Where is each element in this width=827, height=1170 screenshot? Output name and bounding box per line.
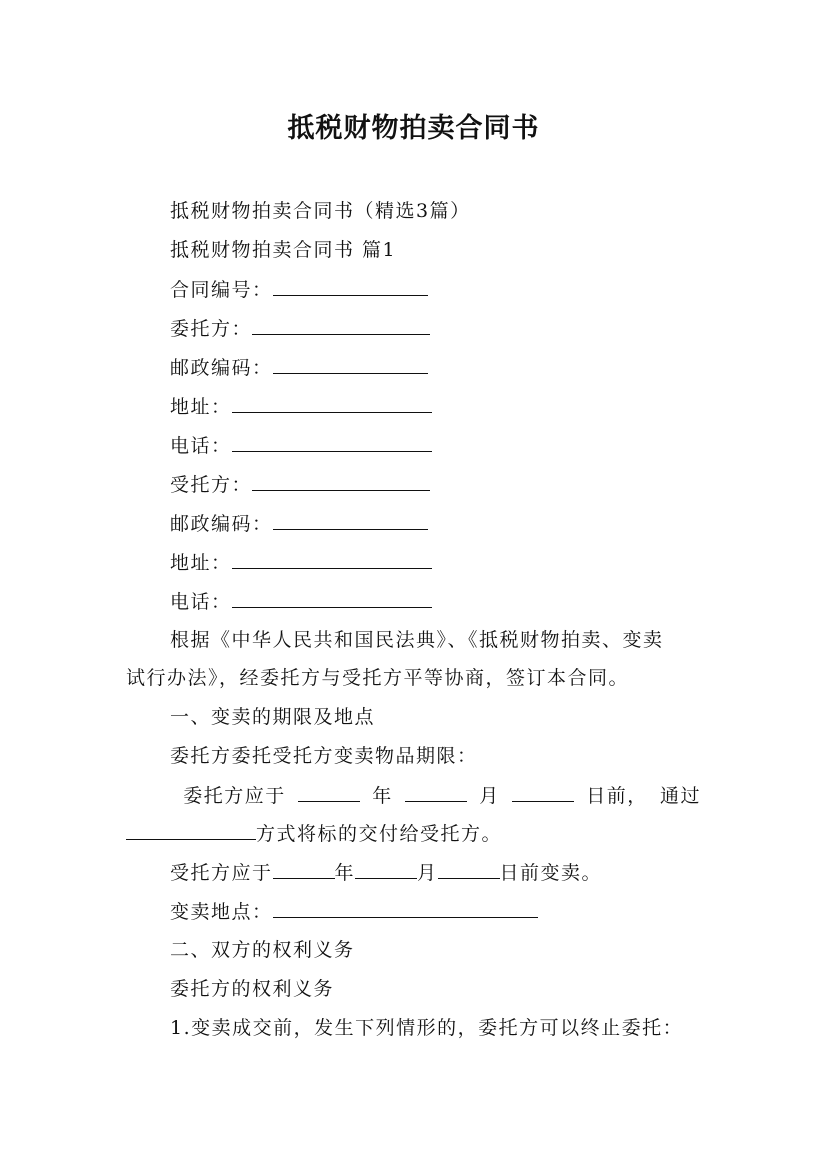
blank-line <box>232 394 432 413</box>
blank-line <box>512 783 574 802</box>
field-label: 合同编号： <box>170 279 273 301</box>
blank-line <box>273 899 538 918</box>
basis-paragraph-line-1: 根据《中华人民共和国民法典》、《抵税财物拍卖、变卖 <box>170 629 664 651</box>
field-label: 地址： <box>170 396 232 418</box>
month-label: 月 <box>479 785 500 807</box>
blank-line <box>273 511 428 530</box>
clause-text: 日前变卖。 <box>499 862 603 884</box>
field-label: 地址： <box>170 552 232 574</box>
part-heading: 抵税财物拍卖合同书 篇1 <box>170 239 397 261</box>
location-field <box>170 899 538 924</box>
month-label: 月 <box>417 862 438 884</box>
address-field-2 <box>170 550 432 575</box>
blank-line <box>273 277 428 296</box>
basis-paragraph-line-2: 试行办法》，经委托方与受托方平等协商，签订本合同。 <box>126 667 630 689</box>
blank-line <box>298 783 360 802</box>
blank-line <box>252 472 430 491</box>
blank-line <box>126 821 256 840</box>
field-label: 邮政编码： <box>170 357 273 379</box>
phone-field-2 <box>170 589 432 614</box>
clause-text: 方式将标的交付给受托方。 <box>256 823 503 845</box>
blank-line <box>252 316 430 335</box>
phone-field-1 <box>170 433 432 458</box>
year-label: 年 <box>334 862 356 884</box>
field-label: 变卖地点： <box>170 901 273 923</box>
blank-line <box>273 860 335 879</box>
document-title: 抵税财物拍卖合同书 <box>287 113 540 144</box>
sale-clause <box>170 860 602 885</box>
trustee-field <box>170 472 430 497</box>
year-label: 年 <box>372 785 393 807</box>
contract-number-field <box>170 277 428 302</box>
subtitle: 抵税财物拍卖合同书（精选3篇） <box>170 200 471 222</box>
field-label: 委托方： <box>170 318 253 340</box>
section-heading-1: 一、变卖的期限及地点 <box>170 706 376 728</box>
field-label: 电话： <box>170 591 232 613</box>
clause-item-1: 1.变卖成交前，发生下列情形的，委托方可以终止委托： <box>170 1017 684 1039</box>
clause-text: 受托方应于 <box>170 862 273 884</box>
blank-line <box>273 355 428 374</box>
through-label: 通过 <box>659 785 701 807</box>
blank-line <box>438 860 500 879</box>
field-label: 邮政编码： <box>170 513 273 535</box>
blank-line <box>355 860 417 879</box>
entrustor-field <box>170 316 430 341</box>
section-heading-2: 二、双方的权利义务 <box>170 939 355 961</box>
address-field-1 <box>170 394 432 419</box>
entrustor-rights-heading: 委托方的权利义务 <box>170 978 335 1000</box>
blank-line <box>232 589 432 608</box>
postcode-field-1 <box>170 355 428 380</box>
postcode-field-2 <box>170 511 428 536</box>
blank-line <box>405 783 467 802</box>
day-label: 日前， <box>586 785 648 807</box>
period-label: 委托方委托受托方变卖物品期限： <box>170 745 478 767</box>
field-label: 电话： <box>170 435 232 457</box>
blank-line <box>232 550 432 569</box>
clause-text: 委托方应于 <box>183 785 286 807</box>
delivery-clause-line-2 <box>126 821 502 846</box>
delivery-clause-line-1 <box>126 783 701 808</box>
field-label: 受托方： <box>170 474 253 496</box>
blank-line <box>232 433 432 452</box>
